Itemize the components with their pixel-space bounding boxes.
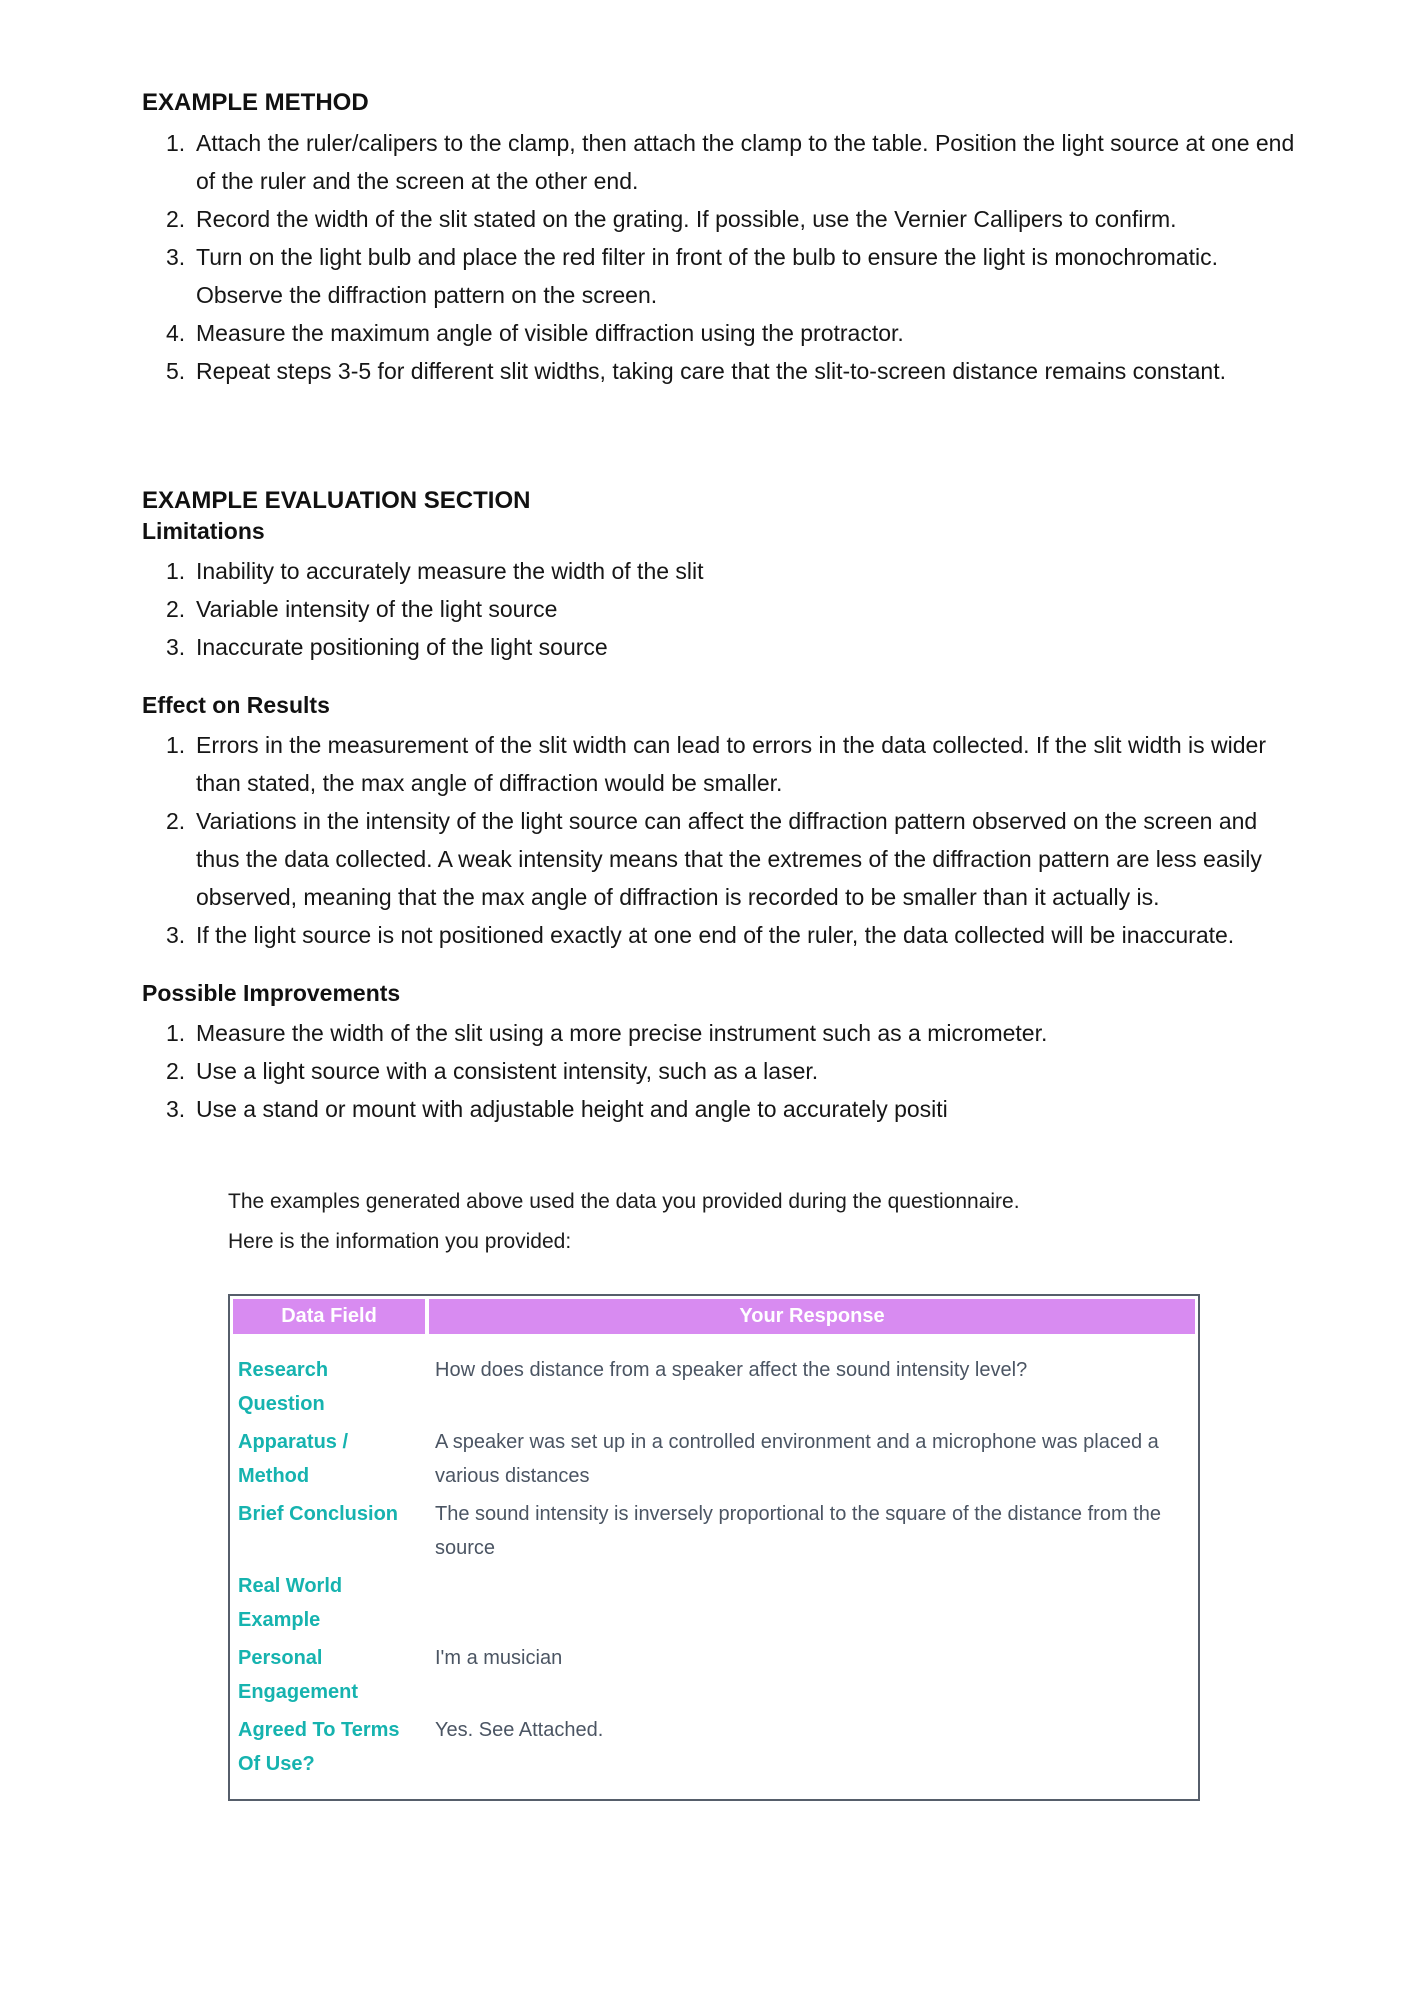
- field-label-cell: Agreed To Terms Of Use?: [238, 1719, 400, 1775]
- response-cell: A speaker was set up in a controlled environment and a microphone was placed a various distances: [435, 1431, 1159, 1487]
- note-line-2: Here is the information you provided:: [228, 1230, 572, 1253]
- list-item-text: Errors in the measurement of the slit width can lead to errors in the data collected. If the slit width is wider than stated, the max angle of diffraction would be smaller.: [196, 732, 1266, 796]
- list-item-text: Measure the width of the slit using a more precise instrument such as a micrometer.: [196, 1020, 1048, 1046]
- improvements-heading: Possible Improvements: [142, 980, 401, 1006]
- list-item: [166, 726, 1296, 802]
- response-cell: [408, 1569, 1198, 1637]
- response-table: [228, 1294, 1200, 1801]
- list-item-text: Variable intensity of the light source: [196, 596, 558, 622]
- limitations-list: [166, 552, 1296, 666]
- evaluation-section-heading: EXAMPLE EVALUATION SECTION: [142, 487, 531, 514]
- list-item: [166, 314, 1296, 352]
- effects-list: [166, 726, 1296, 954]
- list-item: [166, 238, 1296, 314]
- list-item-text: Attach the ruler/calipers to the clamp, then attach the clamp to the table. Position the light source at one end of the ruler and the screen at the other end.: [196, 130, 1295, 194]
- block-spacer: [142, 666, 1297, 690]
- list-item-text: Use a light source with a consistent intensity, such as a laser.: [196, 1058, 819, 1084]
- table-header-row: [230, 1296, 1198, 1337]
- list-item-text: Variations in the intensity of the light source can affect the diffraction pattern observed on the screen and thus the data collected. A weak intensity means that the extremes of the diffraction pattern are less easily observed, meaning that the max angle of diffraction is recorded to be smaller than it actually is.: [196, 808, 1262, 910]
- response-cell: Yes. See Attached.: [435, 1719, 604, 1741]
- list-item-text: Turn on the light bulb and place the red filter in front of the bulb to ensure the light is monochromatic. Observe the diffraction pattern on the screen.: [196, 244, 1218, 308]
- list-item-text: Repeat steps 3-5 for different slit widths, taking care that the slit-to-screen distance remains constant.: [196, 358, 1226, 384]
- list-item: [166, 1014, 1296, 1052]
- list-item: [166, 1052, 1296, 1090]
- header-cell-your-response: Your Response: [429, 1299, 1195, 1334]
- method-section-heading: EXAMPLE METHOD: [142, 89, 369, 116]
- response-cell: I'm a musician: [435, 1647, 563, 1669]
- list-item-text: Inaccurate positioning of the light source: [196, 634, 608, 660]
- response-cell: How does distance from a speaker affect the sound intensity level?: [435, 1359, 1028, 1381]
- list-item: [166, 124, 1296, 200]
- list-item-text: Inability to accurately measure the width of the slit: [196, 558, 704, 584]
- improvements-list: [166, 1014, 1296, 1128]
- response-cell: The sound intensity is inversely proportional to the square of the distance from the source: [435, 1503, 1161, 1559]
- list-item: [166, 552, 1296, 590]
- list-item: [166, 590, 1296, 628]
- provenance-note: [228, 1182, 1228, 1262]
- effects-heading: Effect on Results: [142, 692, 330, 718]
- block-spacer: [142, 954, 1297, 978]
- field-label-cell: Brief Conclusion: [238, 1503, 399, 1525]
- list-item: [166, 1090, 1296, 1128]
- list-item-text: Record the width of the slit stated on the grating. If possible, use the Vernier Callipers to confirm.: [196, 206, 1177, 232]
- table-row: [230, 1353, 1198, 1421]
- table-body: [230, 1337, 1198, 1799]
- list-item: [166, 628, 1296, 666]
- field-label-cell: Real World Example: [238, 1575, 343, 1631]
- table-row: [230, 1569, 1198, 1637]
- section-spacer: [142, 390, 1297, 486]
- table-row: [230, 1713, 1198, 1781]
- list-item: [166, 916, 1296, 954]
- table-row: [230, 1425, 1198, 1493]
- list-item-text: If the light source is not positioned exactly at one end of the ruler, the data collected will be inaccurate.: [196, 922, 1235, 948]
- list-item-text: Measure the maximum angle of visible diffraction using the protractor.: [196, 320, 904, 346]
- note-line-1: The examples generated above used the data you provided during the questionnaire.: [228, 1190, 1020, 1213]
- header-cell-data-field: Data Field: [233, 1299, 425, 1334]
- list-item: [166, 352, 1296, 390]
- table-row: [230, 1641, 1198, 1709]
- limitations-heading: Limitations: [142, 518, 265, 544]
- list-item: [166, 802, 1296, 916]
- field-label-cell: Personal Engagement: [238, 1647, 359, 1703]
- table-row: [230, 1497, 1198, 1565]
- method-list: [166, 124, 1296, 390]
- list-item-text: Use a stand or mount with adjustable height and angle to accurately positi: [196, 1096, 948, 1122]
- field-label-cell: Apparatus / Method: [238, 1431, 349, 1487]
- list-item: [166, 200, 1296, 238]
- field-label-cell: Research Question: [238, 1359, 329, 1415]
